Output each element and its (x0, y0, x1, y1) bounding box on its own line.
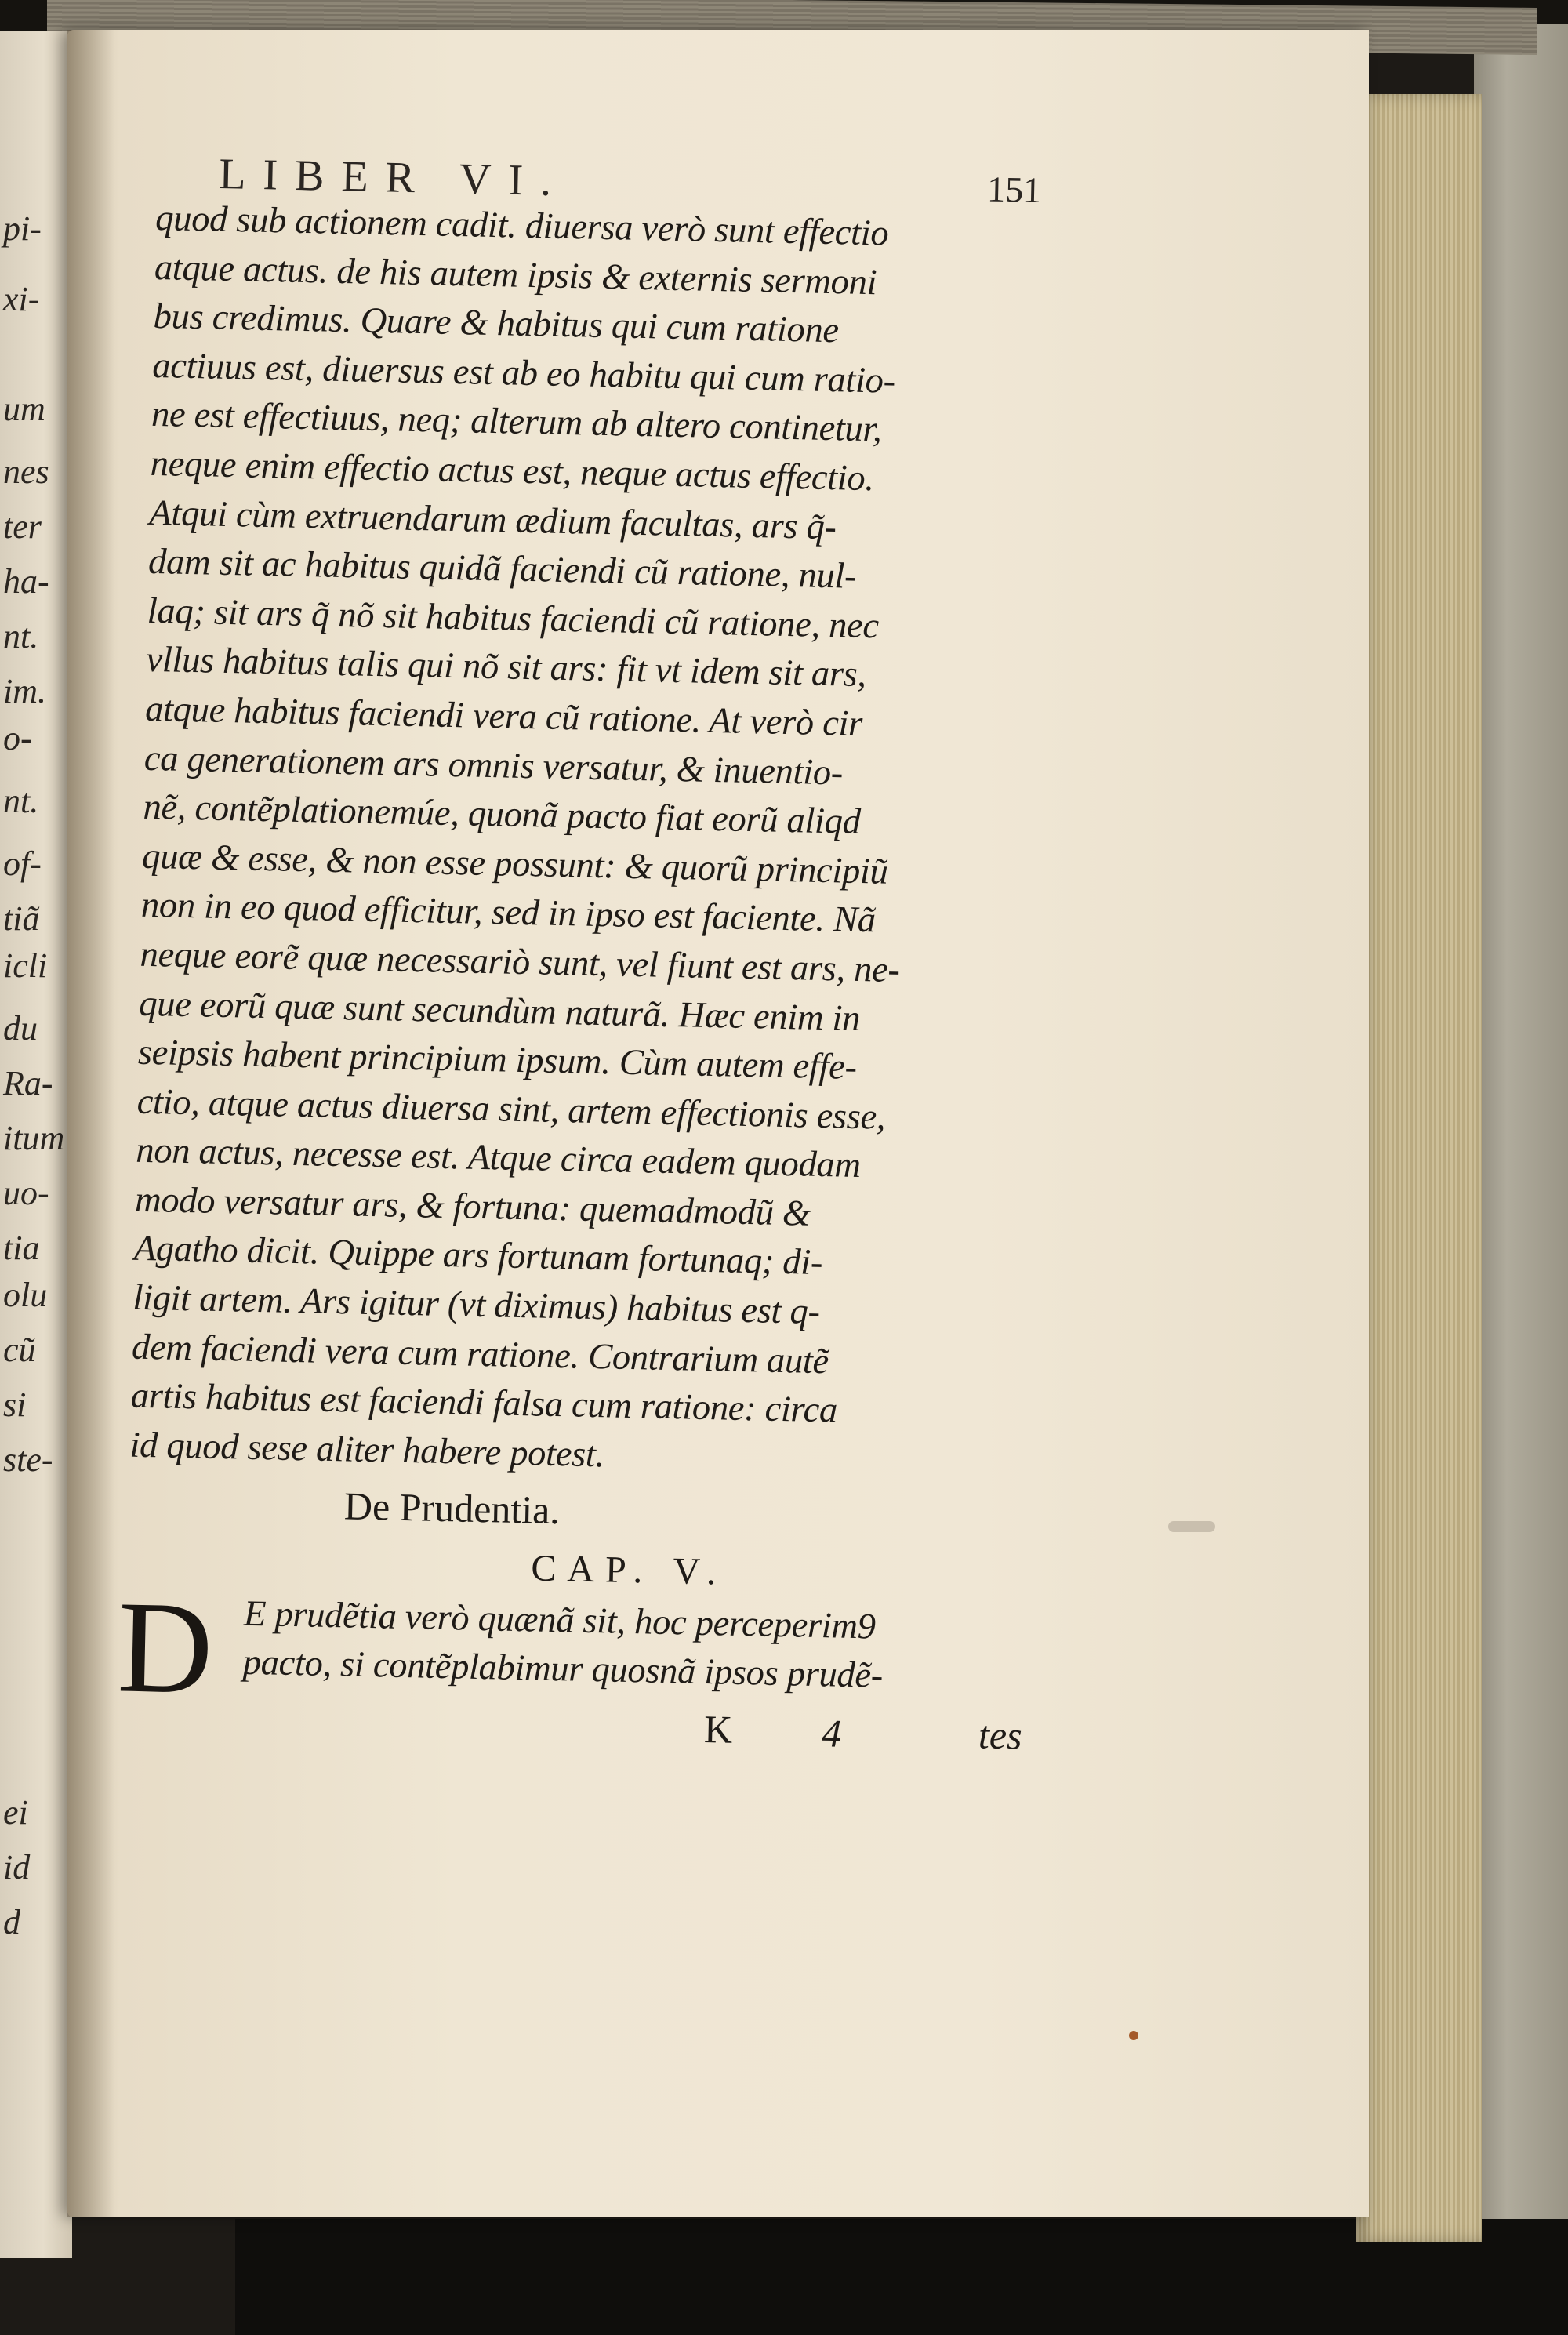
text-line: seipsis habent principium ipsum. Cùm autem effe- (137, 1032, 858, 1088)
folio-number: 151 (986, 169, 1042, 210)
left-page-text: du (3, 1009, 38, 1048)
text-line: quæ & esse, & non esse possunt: & quorũ principiũ (141, 836, 889, 892)
chapter-line: E prudẽtia verò quænã sit, hoc perceperim9 (243, 1594, 877, 1648)
text-line: ca generationem ars omnis versatur, & inuentio- (143, 738, 844, 793)
left-page-text: icli (3, 946, 48, 985)
left-page-text: ei (3, 1793, 28, 1832)
left-page-text: si (3, 1385, 27, 1424)
text-line: neque eorẽ quæ necessariò sunt, vel fiunt est ars, ne- (140, 934, 901, 990)
left-page-text: cũ (3, 1331, 36, 1369)
text-line: neque enim effectio actus est, neque actus effectio. (150, 443, 875, 499)
text-line: atque actus. de his autem ipsis & externis sermoni (154, 247, 877, 303)
text-line: actiuus est, diuersus est ab eo habitu qui cum ratio- (151, 345, 896, 401)
left-page-text: itum (3, 1119, 65, 1157)
text-line: ctio, atque actus diuersa sint, artem effectionis esse, (136, 1081, 886, 1138)
text-line: quod sub actionem cadit. diuersa verò sunt effectio (154, 198, 889, 254)
text-line: ne est effectiuus, neq; alterum ab altero continetur, (151, 394, 883, 450)
text-line: modo versatur ars, & fortuna: quemadmodũ & (134, 1179, 811, 1234)
signature-number: 4 (821, 1711, 842, 1756)
text-line: atque habitus faciendi vera cũ ratione. At verò cir (144, 688, 863, 744)
body-text (129, 194, 1042, 1489)
left-page-text: tia (3, 1229, 40, 1267)
text-block (116, 157, 1042, 1768)
section-heading: De Prudentia. (343, 1483, 561, 1533)
chapter-opening (116, 1574, 1012, 1723)
text-line: dem faciendi vera cum ratione. Contrarium autẽ (131, 1327, 829, 1382)
book-cover-edge (1474, 24, 1568, 2219)
text-line: laq; sit ars q̃ nõ sit habitus faciendi cũ ratione, nec (147, 590, 880, 647)
drop-cap: D (116, 1574, 215, 1723)
text-line: Agatho dicit. Quippe ars fortunam fortunaq; di- (133, 1229, 823, 1284)
left-page-text: nes (3, 452, 49, 491)
text-line: que eorũ quæ sunt secundùm naturã. Hæc enim in (138, 983, 861, 1039)
text-line: artis habitus est faciendi falsa cum ratione: circa (130, 1375, 838, 1431)
left-page-text: tiã (3, 899, 40, 938)
left-page-text: um (3, 390, 45, 428)
paper-speck (1129, 2031, 1138, 2040)
text-line: dam sit ac habitus quidã faciendi cũ ratione, nul- (147, 542, 857, 597)
catchword: tes (978, 1712, 1023, 1758)
left-page-text: olu (3, 1276, 48, 1314)
text-line: non actus, necesse est. Atque circa eadem quodam (135, 1131, 862, 1186)
left-page-text: d (3, 1903, 20, 1941)
text-line: nẽ, contẽplationemúe, quonã pacto fiat eorũ aliqd (143, 786, 862, 843)
chapter-line: pacto, si contẽplabimur quosnã ipsos prudẽ- (242, 1643, 884, 1697)
left-page-text: nt. (3, 617, 39, 655)
signature-mark: K (703, 1707, 733, 1752)
left-page-text: ter (3, 507, 42, 546)
chapter-heading: CAP. V. (530, 1547, 728, 1594)
left-page-text: id (3, 1848, 31, 1887)
text-line: bus credimus. Quare & habitus qui cum ratione (153, 296, 840, 351)
text-line: ligit artem. Ars igitur (vt diximus) habitus est q- (132, 1277, 821, 1333)
left-page-text: of- (3, 844, 42, 883)
text-line: id quod sese aliter habere potest. (129, 1425, 605, 1476)
text-line: vllus habitus talis qui nõ sit ars: fit vt idem sit ars, (146, 640, 867, 695)
left-page-text: im. (3, 672, 46, 710)
text-line: Atqui cùm extruendarum ædium facultas, ars q̃- (148, 492, 837, 547)
left-page-text: xi- (3, 280, 40, 318)
text-line: non in eo quod efficitur, sed in ipso est faciente. Nã (140, 885, 877, 941)
left-page-text: pi- (3, 209, 42, 248)
left-page-text: uo- (3, 1174, 49, 1212)
left-page-fragment (0, 31, 72, 2258)
paper-speck (1168, 1521, 1215, 1532)
left-page-text: o- (3, 719, 32, 757)
left-page-text: ste- (3, 1440, 53, 1479)
running-title: LIBER VI. (218, 149, 569, 206)
page-block-side-edge (1356, 94, 1482, 2242)
left-page-text: ha- (3, 562, 49, 601)
left-page-text: nt. (3, 782, 39, 820)
gutter-shadow (67, 30, 114, 2217)
left-page-text: Ra- (3, 1064, 53, 1102)
